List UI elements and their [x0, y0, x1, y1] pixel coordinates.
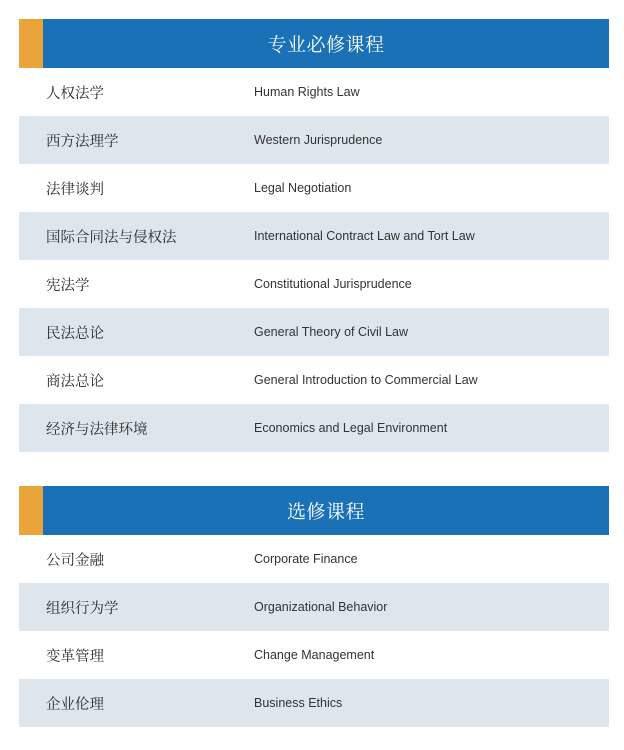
section-title: 专业必修课程 [267, 34, 385, 56]
course-name-zh: 西方法理学 [46, 133, 119, 150]
course-name-zh: 经济与法律环境 [46, 421, 148, 438]
course-name-en: Economics and Legal Environment [254, 421, 448, 435]
course-name-en: Change Management [254, 648, 375, 662]
course-name-en: Corporate Finance [254, 552, 358, 566]
course-name-en: Organizational Behavior [254, 600, 388, 614]
header-accent-bar [19, 486, 43, 535]
course-name-zh: 宪法学 [46, 277, 90, 294]
course-name-zh: 人权法学 [46, 85, 104, 102]
course-row [19, 631, 609, 679]
course-name-en: International Contract Law and Tort Law [254, 229, 475, 243]
header-bar [43, 486, 609, 535]
elective-courses-section [19, 486, 609, 727]
course-row [19, 212, 609, 260]
course-row [19, 679, 609, 727]
course-name-en: Business Ethics [254, 696, 343, 710]
course-name-zh: 组织行为学 [46, 600, 119, 617]
course-row [19, 535, 609, 583]
course-name-zh: 变革管理 [46, 648, 104, 665]
course-name-en: Legal Negotiation [254, 181, 352, 195]
section-title: 选修课程 [286, 501, 365, 523]
course-name-zh: 民法总论 [46, 325, 104, 342]
course-name-en: General Theory of Civil Law [254, 325, 409, 339]
course-row [19, 404, 609, 452]
course-name-en: Constitutional Jurisprudence [254, 277, 412, 291]
course-name-zh: 国际合同法与侵权法 [46, 229, 177, 246]
course-row [19, 308, 609, 356]
required-courses-section [19, 19, 609, 452]
course-row [19, 68, 609, 116]
course-list [19, 68, 609, 452]
course-row [19, 356, 609, 404]
course-name-en: General Introduction to Commercial Law [254, 373, 478, 387]
course-list [19, 535, 609, 727]
section-header [19, 19, 609, 68]
course-row [19, 583, 609, 631]
course-name-zh: 企业伦理 [46, 696, 104, 713]
course-name-zh: 公司金融 [46, 552, 104, 569]
course-name-en: Western Jurisprudence [254, 133, 383, 147]
course-row [19, 116, 609, 164]
course-row [19, 260, 609, 308]
course-name-en: Human Rights Law [254, 85, 360, 99]
header-bar [43, 19, 609, 68]
header-accent-bar [19, 19, 43, 68]
section-header [19, 486, 609, 535]
course-name-zh: 商法总论 [46, 373, 104, 390]
course-name-zh: 法律谈判 [46, 181, 104, 198]
course-row [19, 164, 609, 212]
